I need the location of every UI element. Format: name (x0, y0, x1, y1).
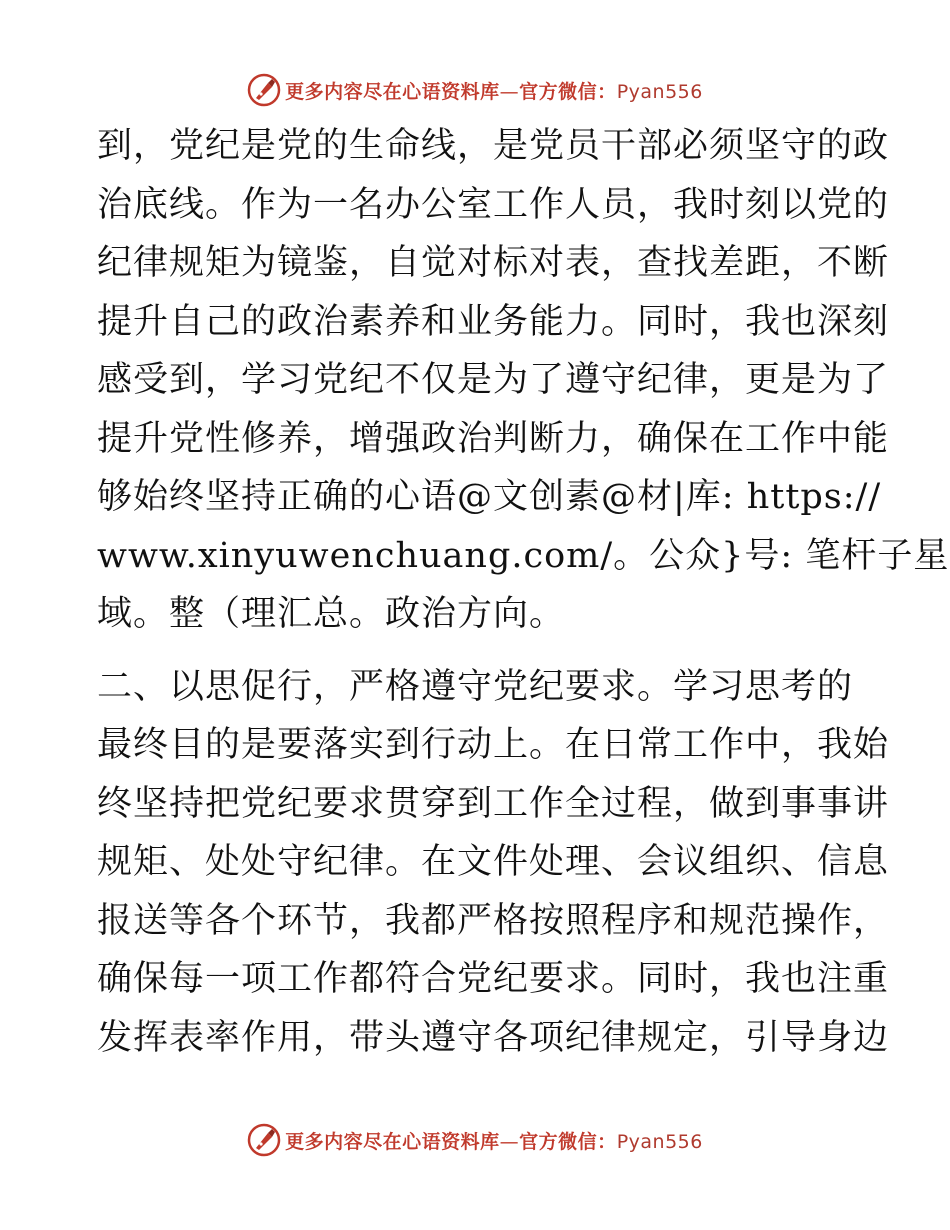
text-line: 报送等各个环节，我都严格按照程序和规范操作， (97, 900, 890, 941)
banner-official-label: 官方微信： (519, 80, 617, 103)
footer-banner (0, 1120, 950, 1160)
text-line: 发挥表率作用，带头遵守各项纪律规定，引导身边 (97, 1017, 890, 1058)
banner-text (285, 77, 703, 104)
pen-nib-logo-icon (247, 73, 281, 107)
text-line: 域。整（理汇总。政治方向。 (97, 594, 566, 634)
banner-wechat-id: Pyan556 (616, 80, 703, 103)
banner-main-text: 更多内容尽在心语资料库 (285, 80, 500, 103)
text-line: 到，党纪是党的生命线，是党员干部必须坚守的政 (97, 126, 890, 166)
banner-main-text: 更多内容尽在心语资料库 (285, 1130, 500, 1153)
text-line: 感受到，学习党纪不仅是为了遵守纪律，更是为了 (97, 360, 890, 400)
text-line: 终坚持把党纪要求贯穿到工作全过程，做到事事讲 (97, 783, 890, 824)
document-body (97, 117, 950, 1067)
text-line: 确保每一项工作都符合党纪要求。同时，我也注重 (97, 959, 890, 999)
header-banner (0, 70, 950, 110)
text-line: www.xinyuwenchuang.com/。公众}号: 笔杆子星 (97, 535, 950, 576)
text-line: 治底线。作为一名办公室工作人员，我时刻以党的 (97, 184, 890, 225)
banner-official-label: 官方微信： (519, 1130, 617, 1153)
text-line: 二、以思促行，严格遵守党纪要求。学习思考的 (97, 666, 854, 707)
text-line: 最终目的是要落实到行动上。在日常工作中，我始 (97, 725, 890, 765)
banner-dash: — (499, 1130, 520, 1153)
banner-wechat-id: Pyan556 (616, 1130, 703, 1153)
paragraph-2 (97, 658, 890, 1068)
text-line: 够始终坚持正确的心语@文创素@材|库: https:// (97, 477, 882, 517)
paragraph-1 (97, 117, 950, 644)
paragraph-gap (97, 644, 857, 658)
text-line: 纪律规矩为镜鉴，自觉对标对表，查找差距，不断 (97, 243, 890, 283)
pen-nib-logo-icon (247, 1123, 281, 1157)
text-line: 提升自己的政治素养和业务能力。同时，我也深刻 (97, 301, 890, 342)
banner-dash: — (499, 80, 520, 103)
text-line: 规矩、处处守纪律。在文件处理、会议组织、信息 (97, 842, 890, 882)
banner-text (285, 1127, 703, 1154)
text-line: 提升党性修养，增强政治判断力，确保在工作中能 (97, 418, 890, 459)
